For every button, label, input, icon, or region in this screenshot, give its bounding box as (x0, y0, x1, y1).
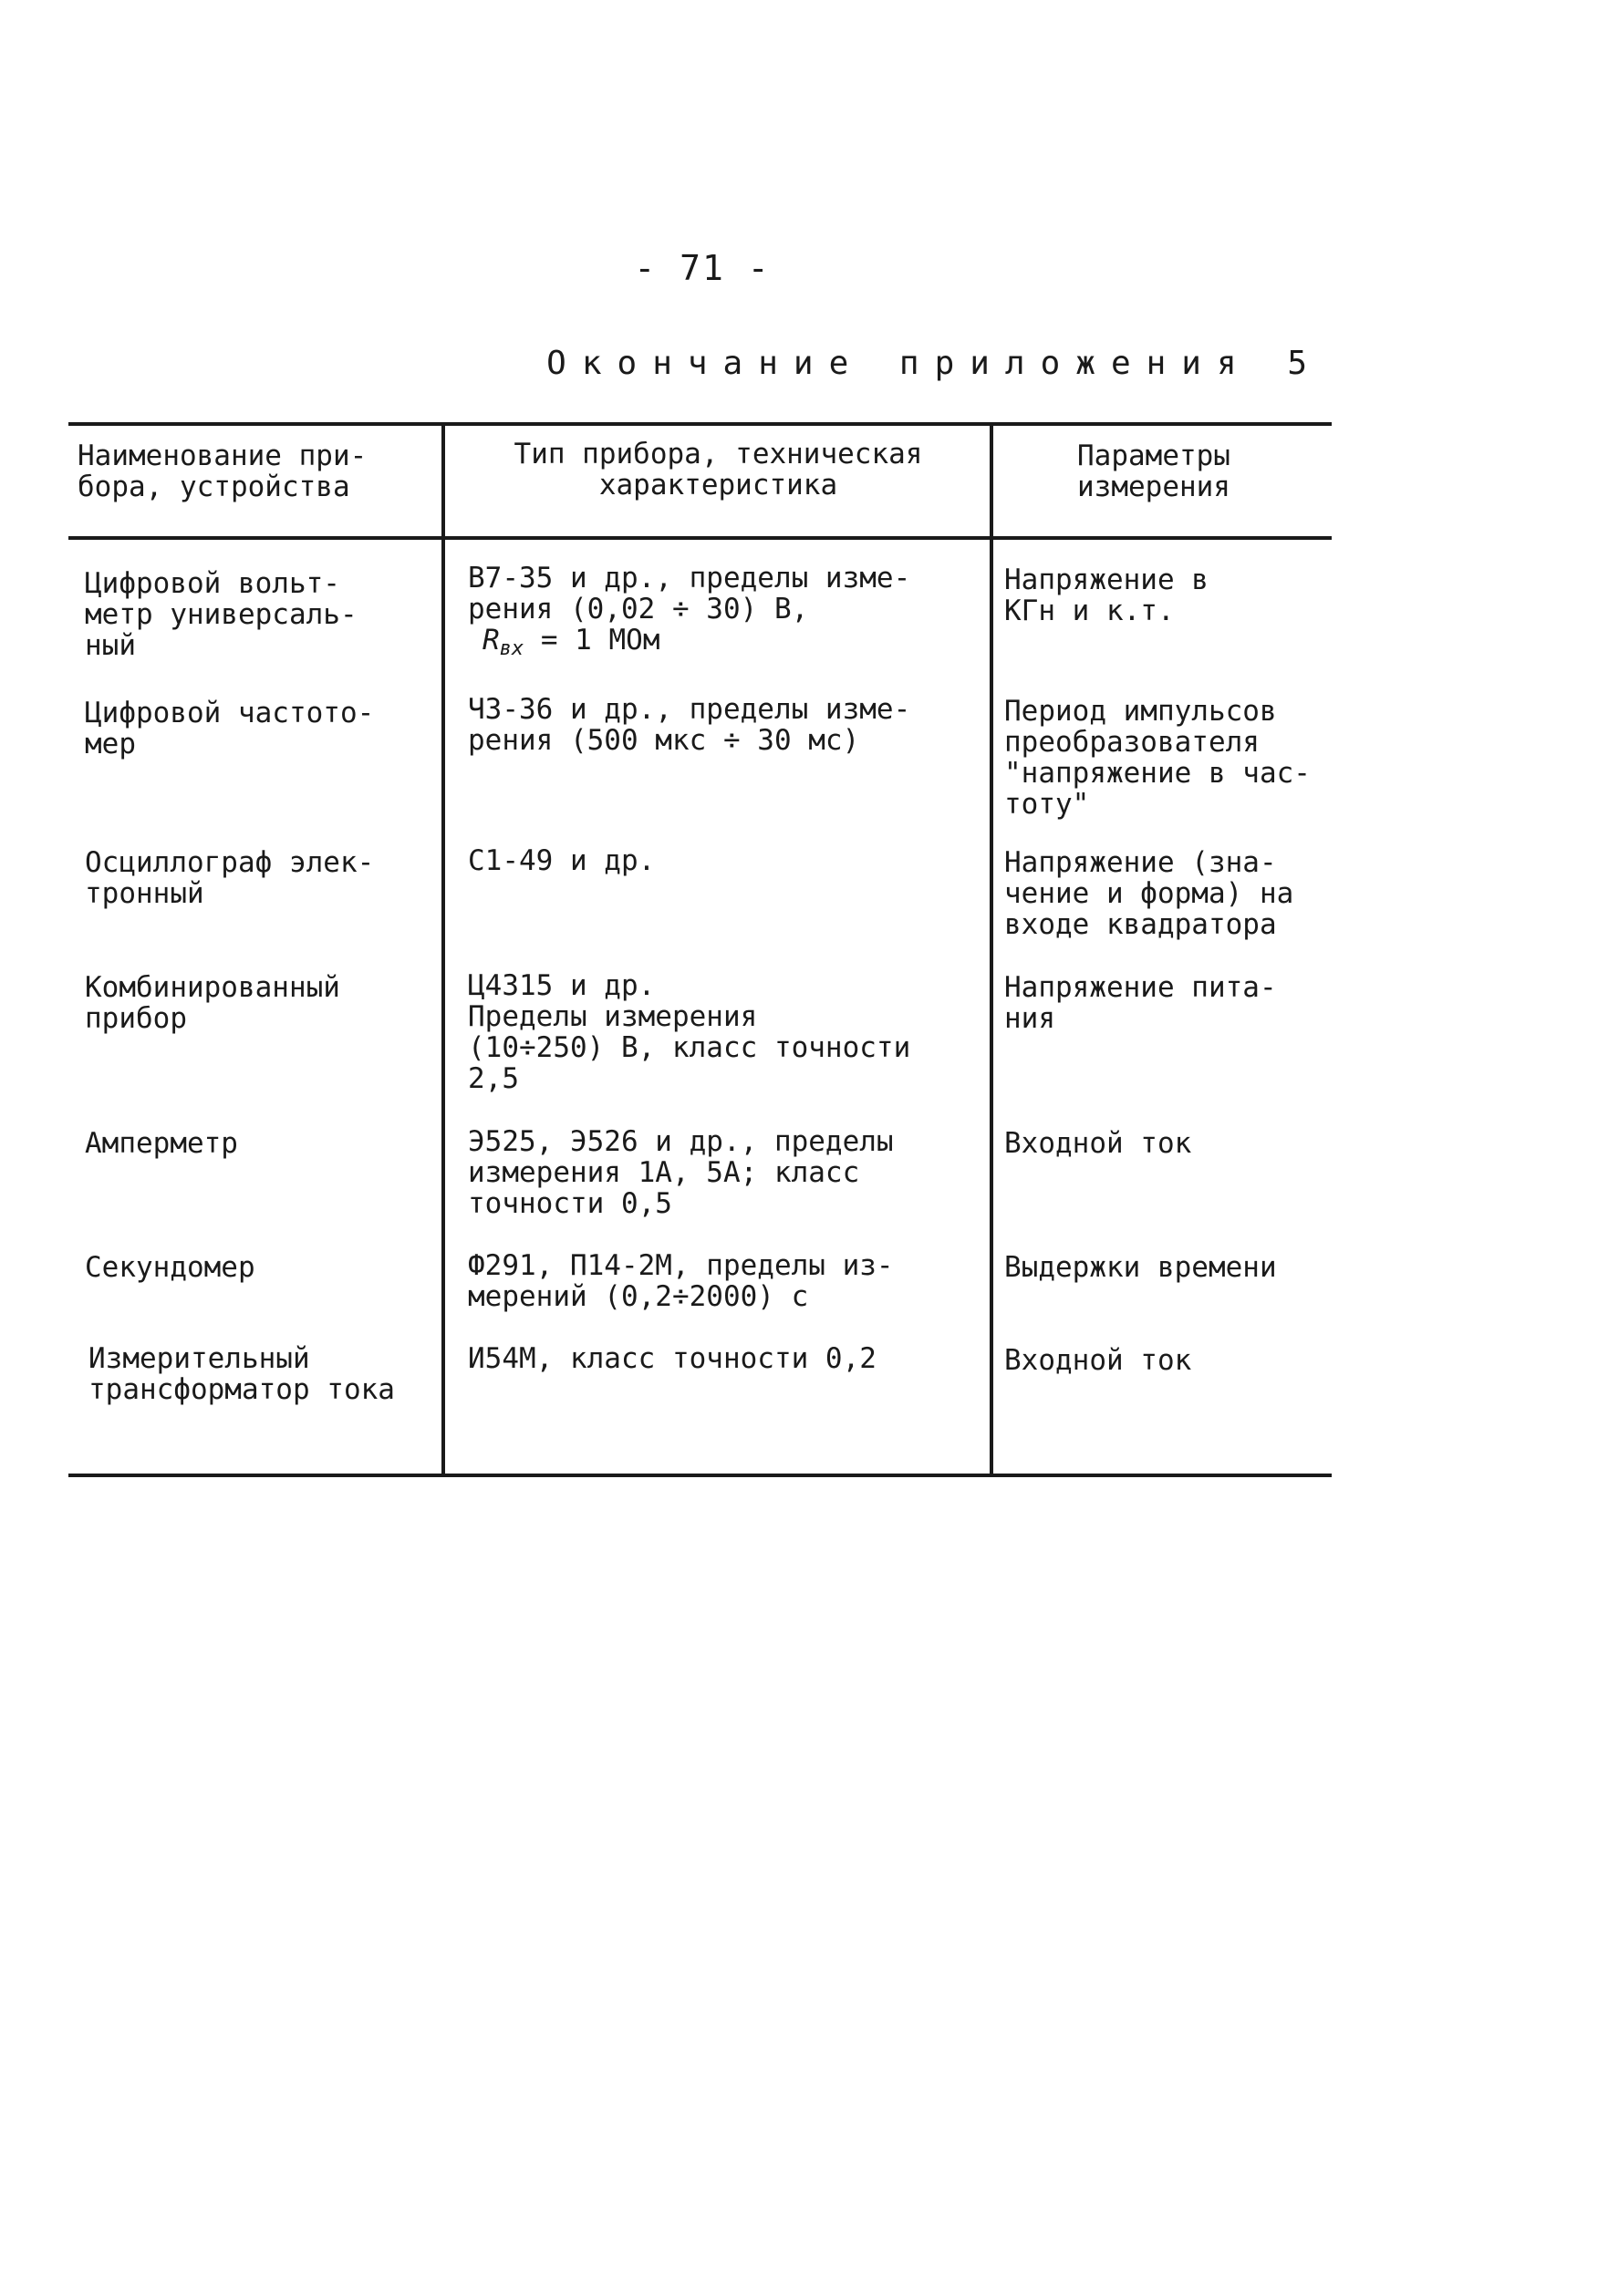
page-number: - 71 - (634, 248, 771, 288)
row-5-name: Амперметр (85, 1127, 238, 1160)
row-5-params: Входной ток (1004, 1127, 1192, 1160)
table-caption: Окончание приложения 5 (546, 345, 1323, 382)
row-1-type-text: В7-35 и др., пределы изме- рения (0,02 ÷ 30) В, (468, 562, 911, 626)
table-header-rule (68, 536, 1332, 540)
table-bottom-rule (68, 1474, 1332, 1477)
header-type: Тип прибора, техническая характеристика (514, 438, 923, 502)
row-2-type: Ч3-36 и др., пределы изме- рения (500 мкс ÷ 30 мс) (468, 693, 911, 757)
row-7-params: Входной ток (1004, 1344, 1192, 1377)
column-divider-2 (990, 422, 993, 1477)
row-6-name: Секундомер (85, 1251, 255, 1284)
row-5-type: Э525, Э526 и др., пределы измерения 1А, 5А; класс точности 0,5 (468, 1125, 894, 1220)
header-name: Наименование при- бора, устройства (78, 440, 368, 503)
row-7-type: И54М, класс точности 0,2 (468, 1342, 877, 1375)
row-6-type: Ф291, П14-2М, пределы из- мерений (0,2÷2000) с (468, 1249, 894, 1313)
row-3-type: С1-49 и др. (468, 844, 656, 877)
row-4-type: Ц4315 и др. Пределы измерения (10÷250) В, класс точности 2,5 (468, 969, 911, 1095)
row-1-type-r: R (483, 624, 500, 657)
row-3-params: Напряжение (зна- чение и форма) на входе квадратора (1004, 846, 1294, 941)
row-1-type-r-value: = 1 МОм (524, 624, 660, 657)
row-3-name: Осциллограф элек- тронный (85, 846, 375, 910)
header-params: Параметры измерения (1077, 440, 1230, 503)
row-1-type-sub: вх (499, 637, 524, 660)
row-4-params: Напряжение пита- ния (1004, 971, 1277, 1035)
row-4-name: Комбинированный прибор (85, 971, 340, 1035)
row-1-name: Цифровой вольт- метр универсаль- ный (85, 567, 358, 662)
instruments-table (68, 422, 1332, 1477)
table-top-rule (68, 422, 1332, 426)
row-7-name: Измерительный трансформатор тока (88, 1342, 395, 1406)
row-2-params: Период импульсов преобразователя "напряжение в час- тоту" (1004, 695, 1311, 821)
column-divider-1 (441, 422, 445, 1477)
row-1-type (468, 563, 988, 665)
row-2-name: Цифровой частото- мер (85, 697, 375, 760)
row-6-params: Выдержки времени (1004, 1251, 1277, 1284)
row-1-params: Напряжение в КГн и к.т. (1004, 564, 1209, 627)
